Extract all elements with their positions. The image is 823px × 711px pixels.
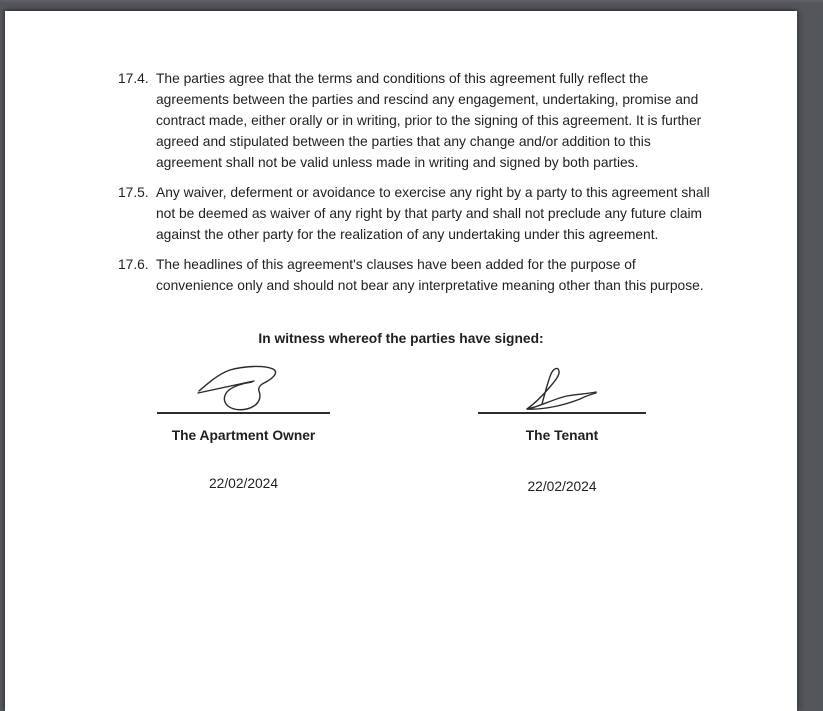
clause-text: Any waiver, deferment or avoidance to exercise any right by a party to this agreement shall not be deemed as waiver of any right by that party and shall not preclude any future claim against the other party for the realization of any undertaking under this agreement. [156,185,710,242]
viewer-chrome-edge [0,0,823,2]
clause-number: 17.6. [118,257,149,272]
tenant-signature-date: 22/02/2024 [527,479,597,494]
owner-signature-block [157,351,330,494]
signature-area [5,351,797,511]
owner-signature-date: 22/02/2024 [208,476,279,491]
clause-text: The parties agree that the terms and conditions of this agreement fully reflect the agreements between the parties and rescind any engagement, undertaking, promise and contract made, either orally or in writing, prior to the signing of this agreement. It is further agreed and stipulated between the parties that any change and/or addition to this agreement shall not be valid unless made in writing and signed by both parties. [156,71,702,170]
clause-17-5 [118,182,714,245]
clause-number: 17.5. [118,185,149,200]
tenant-party-label: The Tenant [525,428,599,443]
clause-text: The headlines of this agreement's clauses have been added for the purpose of convenience only and should not bear any interpretative meaning other than this purpose. [156,257,704,293]
document-page [5,11,797,711]
tenant-signature-scribble [478,351,646,412]
owner-signature-line [157,412,330,414]
witness-heading: In witness whereof the parties have signed: [258,331,544,346]
clauses-section [118,68,714,305]
owner-signature-scribble [157,351,330,412]
tenant-signature-line [478,412,646,414]
owner-party-label: The Apartment Owner [171,428,316,443]
clause-17-6 [118,254,714,296]
clause-number: 17.4. [118,71,149,86]
clause-17-4 [118,68,714,173]
tenant-signature-block [478,351,646,497]
